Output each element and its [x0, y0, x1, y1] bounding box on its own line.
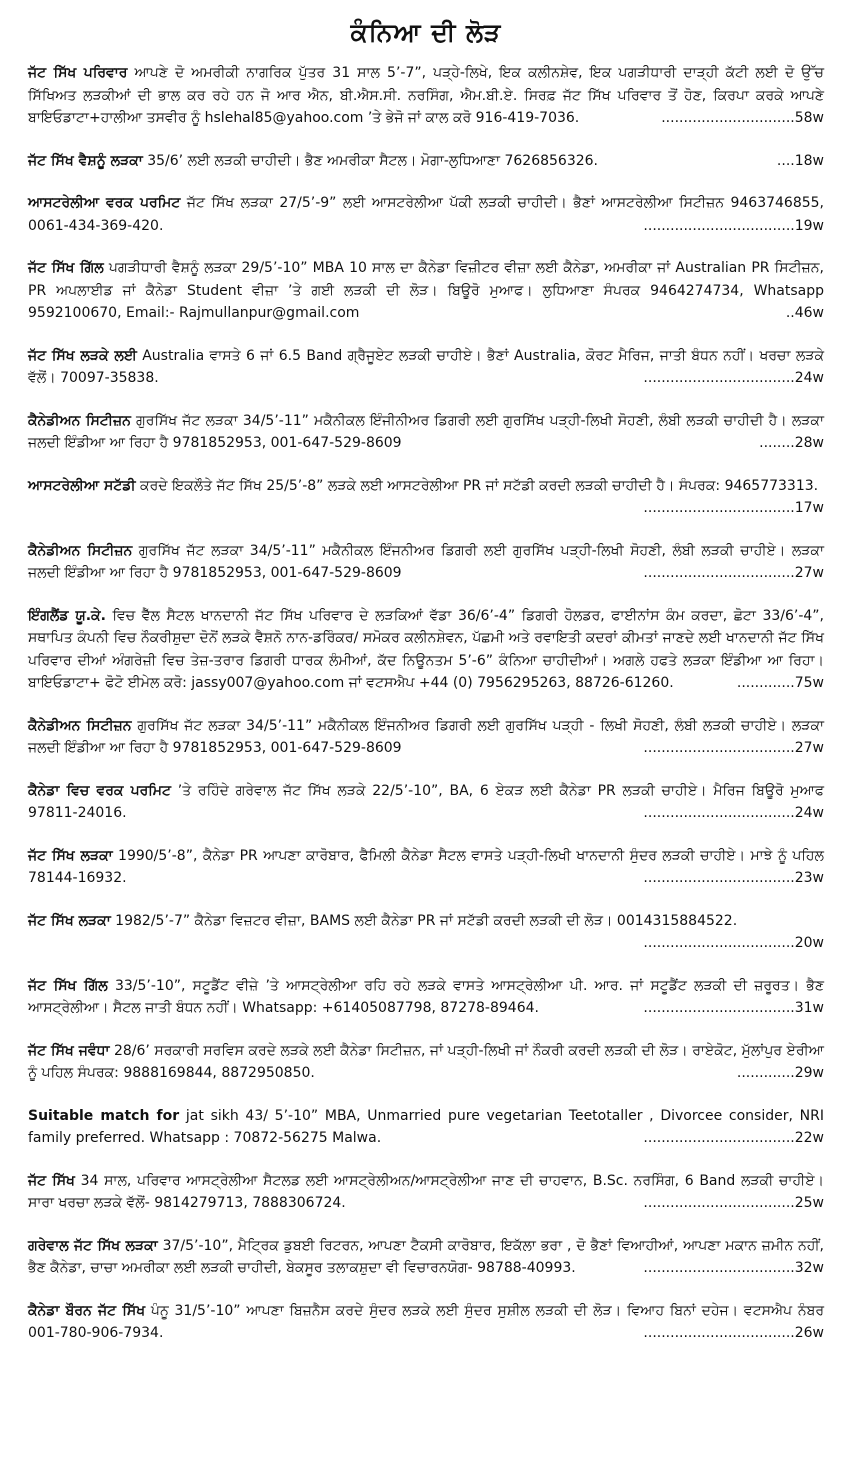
ad-heading: ਜੱਟ ਸਿੱਖ ਲੜਕਾ — [28, 912, 111, 929]
ad-heading: ਜੱਟ ਸਿੱਖ ਗਿੱਲ — [28, 260, 104, 276]
ad-body: Australia ਵਾਸਤੇ 6 ਜਾਂ 6.5 Band ਗ੍ਰੈਜੂਏਟ ਲੜਕੀ ਚਾਹੀਏ। ਭੈਣਾਂ Australia, ਕੋਰਟ ਮੈਰਿਜ, ਜਾਤੀ ਬੰਧਨ ਨਹੀਂ। ਖਰਚਾ ਲੜਕੇ ਵੱਲੋਂ। 70097-35838. — [28, 347, 825, 386]
ad-heading: ਜੱਟ ਸਿੱਖ ਵੈਸ਼ਨੂੰ ਲੜਕਾ — [28, 152, 143, 169]
ad-word-count: ..................................20w — [643, 935, 824, 951]
classified-ad — [28, 1040, 824, 1085]
ad-heading: ਜੱਟ ਸਿੱਖ ਲੜਕਾ — [28, 847, 113, 864]
classified-ad — [28, 257, 824, 325]
classified-ad — [28, 1170, 824, 1215]
ad-word-count: ....18w — [776, 152, 824, 169]
ad-word-count: ........28w — [759, 435, 824, 451]
ad-body: ਜੱਟ ਸਿੱਖ ਲੜਕਾ 27/5’-9” ਲਈ ਆਸਟਰੇਲੀਆ ਪੱਕੀ ਲੜਕੀ ਚਾਹੀਦੀ। ਭੈਣਾਂ ਆਸਟਰੇਲੀਆ ਸਿਟੀਜ਼ਨ 9463746855, 0061-434-369-420. — [28, 195, 824, 234]
ad-body: ਗੁਰਸਿੱਖ ਜੱਟ ਲੜਕਾ 34/5’-11” ਮਕੈਨੀਕਲ ਇੰਜਨੀਅਰ ਡਿਗਰੀ ਲਈ ਗੁਰਸਿੱਖ ਪੜ੍ਹੀ-ਲਿਖੀ ਸੋਹਣੀ, ਲੰਬੀ ਲੜਕੀ ਚਾਹੀਏ। ਲੜਕਾ ਜਲਦੀ ਇੰਡੀਆ ਆ ਰਿਹਾ ਹੈ 9781852953, 001-647-529-8609 — [28, 542, 824, 581]
ad-word-count: ..................................24w — [643, 805, 824, 821]
ad-heading: ਜੱਟ ਸਿੱਖ ਜਵੰਧਾ — [28, 1042, 110, 1059]
ad-word-count: ..................................27w — [643, 565, 824, 581]
ad-word-count: ..................................22w — [643, 1130, 824, 1146]
ad-body: 35/6’ ਲਈ ਲੜਕੀ ਚਾਹੀਦੀ। ਭੈਣ ਅਮਰੀਕਾ ਸੈਟਲ। ਮੋਗਾ-ਲੁਧਿਆਣਾ 7626856326. — [142, 152, 598, 169]
classified-ad — [28, 975, 824, 1020]
classified-ad — [28, 62, 824, 130]
classified-ad — [28, 605, 824, 695]
ad-word-count: ..................................17w — [643, 500, 824, 516]
ad-word-count: ..................................31w — [643, 1000, 824, 1016]
ad-body: 33/5’-10”, ਸਟੂਡੈਂਟ ਵੀਜ਼ੇ ’ਤੇ ਆਸਟ੍ਰੇਲੀਆ ਰਹਿ ਰਹੇ ਲੜਕੇ ਵਾਸਤੇ ਆਸਟ੍ਰੇਲੀਆ ਪੀ. ਆਰ. ਜਾਂ ਸਟੂਡੈਂਟ ਲੜਕੀ ਦੀ ਜ਼ਰੂਰਤ। ਭੈਣ ਆਸਟ੍ਰੇਲੀਆ। ਸੈਟਲ ਜਾਤੀ ਬੰਧਨ ਨਹੀਂ। Whatsapp: +61405087798, 87278-89464. — [28, 977, 825, 1016]
ad-body: ਕਰਦੇ ਇਕਲੌਤੇ ਜੱਟ ਸਿੱਖ 25/5’-8” ਲੜਕੇ ਲਈ ਆਸਟਰੇਲੀਆ PR ਜਾਂ ਸਟੱਡੀ ਕਰਦੀ ਲੜਕੀ ਚਾਹੀਦੀ ਹੈ। ਸੰਪਰਕ: 9465773313. — [135, 477, 819, 494]
classified-ad — [28, 410, 824, 455]
ad-heading: ਕੈਨੇਡੀਅਨ ਸਿਟੀਜ਼ਨ — [28, 717, 132, 734]
ad-heading: ਜੱਟ ਸਿੱਖ — [28, 1172, 75, 1189]
ad-body: ਪਗੜੀਧਾਰੀ ਵੈਸ਼ਨੂੰ ਲੜਕਾ 29/5’-10” MBA 10 ਸਾਲ ਦਾ ਕੈਨੇਡਾ ਵਿਜ਼ੀਟਰ ਵੀਜ਼ਾ ਲਈ ਕੈਨੇਡਾ, ਅਮਰੀਕਾ ਜਾਂ Australian PR ਸਿਟੀਜ਼ਨ, PR ਅਪਲਾਈਡ ਜਾਂ ਕੈਨੇਡਾ Student ਵੀਜ਼ਾ ’ਤੇ ਗਈ ਲੜਕੀ ਦੀ ਲੋੜ। ਬਿਊਰੋ ਮੁਆਫ। ਲੁਧਿਆਣਾ ਸੰਪਰਕ 9464274734, Whatsapp 9592100670, Email:- Rajmullanpur@gmail.com — [28, 260, 824, 321]
ads-list — [28, 62, 824, 1345]
ad-heading: ਕੈਨੇਡਾ ਬੌਰਨ ਜੱਟ ਸਿੱਖ — [28, 1302, 146, 1319]
ad-body: 1982/5’-7” ਕੈਨੇਡਾ ਵਿਜ਼ਟਰ ਵੀਜ਼ਾ, BAMS ਲਈ ਕੈਨੇਡਾ PR ਜਾਂ ਸਟੱਡੀ ਕਰਦੀ ਲੜਕੀ ਦੀ ਲੋੜ। 0014315884522. — [110, 912, 738, 929]
ad-word-count: ..................................23w — [643, 870, 824, 886]
ad-heading: ਜੱਟ ਸਿੱਖ ਗਿੱਲ — [28, 977, 108, 994]
classified-ad — [28, 1300, 824, 1345]
ad-word-count: .............29w — [736, 1065, 824, 1081]
classified-ad — [28, 1235, 824, 1280]
classified-ad — [28, 1105, 824, 1150]
ad-heading: ਜੱਟ ਸਿੱਖ ਲੜਕੇ ਲਈ — [28, 347, 137, 364]
ad-heading: ਕੈਨੇਡੀਅਨ ਸਿਟੀਜ਼ਨ — [28, 412, 131, 429]
ad-heading: ਇੰਗਲੈਂਡ ਯੂ.ਕੇ. — [28, 607, 106, 624]
ad-word-count: ..................................27w — [643, 740, 824, 756]
ad-word-count: ..................................25w — [643, 1195, 824, 1211]
ad-body: ਗੁਰਸਿੱਖ ਜੱਟ ਲੜਕਾ 34/5’-11” ਮਕੈਨੀਕਲ ਇੰਜੀਨੀਅਰ ਡਿਗਰੀ ਲਈ ਗੁਰਸਿੱਖ ਪੜ੍ਹੀ-ਲਿਖੀ ਸੋਹਣੀ, ਲੰਬੀ ਲੜਕੀ ਚਾਹੀਦੀ ਹੈ। ਲੜਕਾ ਜਲਦੀ ਇੰਡੀਆ ਆ ਰਿਹਾ ਹੈ 9781852953, 001-647-529-8609 — [28, 412, 824, 451]
ad-body: jat sikh 43/ 5’-10” MBA, Unmarried pure vegetarian Teetotaller , Divorcee consider, NRI family preferred. Whatsapp : 70872-56275 Malwa. — [28, 1107, 824, 1146]
ad-heading: ਕੈਨੇਡੀਅਨ ਸਿਟੀਜ਼ਨ — [28, 542, 133, 559]
ad-body: 34 ਸਾਲ, ਪਰਿਵਾਰ ਆਸਟ੍ਰੇਲੀਆ ਸੈਟਲਡ ਲਈ ਆਸਟ੍ਰੇਲੀਅਨ/ਆਸਟ੍ਰੇਲੀਆ ਜਾਣ ਦੀ ਚਾਹਵਾਨ, B.Sc. ਨਰਸਿੰਗ, 6 Band ਲੜਕੀ ਚਾਹੀਏ। ਸਾਰਾ ਖਰਚਾ ਲੜਕੇ ਵੱਲੋਂ- 9814279713, 7888306724. — [28, 1172, 824, 1211]
classified-ad — [28, 780, 824, 825]
classified-ad — [28, 845, 824, 890]
ad-heading: ਜੱਟ ਸਿੱਖ ਪਰਿਵਾਰ — [28, 65, 128, 81]
ad-word-count: .............75w — [736, 675, 824, 691]
classified-ad — [28, 345, 824, 390]
classified-ad — [28, 910, 824, 955]
ad-heading: ਕੈਨੇਡਾ ਵਿਚ ਵਰਕ ਪਰਮਿਟ — [28, 782, 171, 799]
ad-heading: ਗਰੇਵਾਲ ਜੱਟ ਸਿੱਖ ਲੜਕਾ — [28, 1237, 158, 1254]
ad-heading: ਆਸਟਰੇਲੀਆ ਵਰਕ ਪਰਮਿਟ — [28, 195, 181, 211]
classified-ad — [28, 150, 824, 173]
ad-body: ਵਿਚ ਵੈੱਲ ਸੈਟਲ ਖਾਨਦਾਨੀ ਜੱਟ ਸਿੱਖ ਪਰਿਵਾਰ ਦੇ ਲੜਕਿਆਂ ਵੱਡਾ 36/6’-4” ਡਿਗਰੀ ਹੋਲਡਰ, ਫਾਈਨਾਂਸ ਕੰਮ ਕਰਦਾ, ਛੋਟਾ 33/6’-4”, ਸਥਾਪਿਤ ਕੰਪਨੀ ਵਿਚ ਨੌਕਰੀਸ਼ੁਦਾ ਦੋਨੋਂ ਲੜਕੇ ਵੈਸ਼ਨੋ ਨਾਨ-ਡਰਿੰਕਰ/ ਸਮੋਕਰ ਕਲੀਨਸ਼ੇਵਨ, ਪੱਛਮੀ ਅਤੇ ਰਵਾਇਤੀ ਕਦਰਾਂ ਕੀਮਤਾਂ ਜਾਣਦੇ ਲਈ ਖਾਨਦਾਨੀ ਜੱਟ ਸਿੱਖ ਪਰਿਵਾਰ ਦੀਆਂ ਅੰਗਰੇਜ਼ੀ ਵਿਚ ਤੇਜ਼-ਤਰਾਰ ਡਿਗਰੀ ਧਾਰਕ ਲੰਮੀਆਂ, ਕੱਦ ਨਿਊਨਤਮ 5’-6” ਕੰਨਿਆ ਚਾਹੀਦੀਆਂ। ਅਗਲੇ ਹਫਤੇ ਲੜਕਾ ਇੰਡੀਆ ਆ ਰਿਹਾ। ਬਾਇਓਡਾਟਾ+ ਫੋਟੋ ਈਮੇਲ ਕਰੋ: jassy007@yahoo.com ਜਾਂ ਵਟਸਐਪ +44 (0) 7956295263, 88726-61260. — [28, 607, 824, 691]
ad-body: ਆਪਣੇ ਦੋ ਅਮਰੀਕੀ ਨਾਗਰਿਕ ਪੁੱਤਰ 31 ਸਾਲ 5’-7”, ਪੜ੍ਹੇ-ਲਿਖੇ, ਇਕ ਕਲੀਨਸ਼ੇਵ, ਇਕ ਪਗੜੀਧਾਰੀ ਦਾੜ੍ਹੀ ਕੱਟੀ ਲਈ ਦੋ ਉੱਚ ਸਿੱਖਿਅਤ ਲੜਕੀਆਂ ਦੀ ਭਾਲ ਕਰ ਰਹੇ ਹਨ ਜੋ ਆਰ ਐਨ, ਬੀ.ਐਸ.ਸੀ. ਨਰਸਿੰਗ, ਐਮ.ਬੀ.ਏ. ਸਿਰਫ਼ ਜੱਟ ਸਿੱਖ ਪਰਿਵਾਰ ਤੋਂ ਹੋਣ, ਕਿਰਪਾ ਕਰਕੇ ਆਪਣੇ ਬਾਇਓਡਾਟਾ+ਹਾਲੀਆ ਤਸਵੀਰ ਨੂੰ hslehal85@yahoo.com ’ਤੇ ਭੇਜੋ ਜਾਂ ਕਾਲ ਕਰੋ 916-419-7036. — [28, 65, 824, 126]
ad-word-count: ..46w — [785, 305, 824, 321]
ad-word-count: ..................................32w — [643, 1260, 824, 1276]
ad-body: ’ਤੇ ਰਹਿੰਦੇ ਗਰੇਵਾਲ ਜੱਟ ਸਿੱਖ ਲੜਕੇ 22/5’-10”, BA, 6 ਏਕੜ ਲਈ ਕੈਨੇਡਾ PR ਲੜਕੀ ਚਾਹੀਏ। ਮੈਰਿਜ ਬਿਊਰੋ ਮੁਆਫ 97811-24016. — [28, 782, 824, 821]
ad-heading: Suitable match for — [28, 1107, 180, 1124]
ad-word-count: ..................................26w — [643, 1325, 824, 1341]
ad-body: 37/5’-10”, ਮੈਟ੍ਰਿਕ ਡੁਬਈ ਰਿਟਰਨ, ਆਪਣਾ ਟੈਕਸੀ ਕਾਰੋਬਾਰ, ਇਕੱਲਾ ਭਰਾ , ਦੋ ਭੈਣਾਂ ਵਿਆਹੀਆਂ, ਆਪਣਾ ਮਕਾਨ ਜ਼ਮੀਨ ਨਹੀਂ, ਭੈਣ ਕੈਨੇਡਾ, ਚਾਚਾ ਅਮਰੀਕਾ ਲਈ ਲੜਕੀ ਚਾਹੀਦੀ, ਬੇਕਸੂਰ ਤਲਾਕਸ਼ੁਦਾ ਵੀ ਵਿਚਾਰਨਯੋਗ- 98788-40993. — [28, 1237, 825, 1276]
page-title: ਕੰਨਿਆ ਦੀ ਲੋੜ — [350, 18, 502, 47]
ad-body: ਪੰਨੂ 31/5’-10” ਆਪਣਾ ਬਿਜ਼ਨੈਸ ਕਰਦੇ ਸੁੰਦਰ ਲੜਕੇ ਲਈ ਸੁੰਦਰ ਸੁਸ਼ੀਲ ਲੜਕੀ ਦੀ ਲੋੜ। ਵਿਆਹ ਬਿਨਾਂ ਦਹੇਜ। ਵਟਸਐਪ ਨੰਬਰ 001-780-906-7934. — [28, 1302, 824, 1341]
ad-body: 1990/5’-8”, ਕੈਨੇਡਾ PR ਆਪਣਾ ਕਾਰੋਬਾਰ, ਫੈਮਿਲੀ ਕੈਨੇਡਾ ਸੈਟਲ ਵਾਸਤੇ ਪੜ੍ਹੀ-ਲਿਖੀ ਖਾਨਦਾਨੀ ਸੁੰਦਰ ਲੜਕੀ ਚਾਹੀਏ। ਮਾਝੇ ਨੂੰ ਪਹਿਲ 78144-16932. — [28, 847, 824, 886]
classified-ad — [28, 715, 824, 760]
classified-ad — [28, 475, 824, 520]
ad-heading: ਆਸਟਰੇਲੀਆ ਸਟੱਡੀ — [28, 477, 136, 494]
classified-ad — [28, 192, 824, 237]
ad-word-count: ..................................24w — [643, 370, 824, 386]
classified-ad — [28, 540, 824, 585]
ad-body: 28/6’ ਸਰਕਾਰੀ ਸਰਵਿਸ ਕਰਦੇ ਲੜਕੇ ਲਈ ਕੈਨੇਡਾ ਸਿਟੀਜ਼ਨ, ਜਾਂ ਪੜ੍ਹੀ-ਲਿਖੀ ਜਾਂ ਨੌਕਰੀ ਕਰਦੀ ਲੜਕੀ ਦੀ ਲੋੜ। ਰਾਏਕੋਟ, ਮੁੱਲਾਂਪੁਰ ਏਰੀਆ ਨੂੰ ਪਹਿਲ ਸੰਪਰਕ: 9888169844, 8872950850. — [28, 1042, 824, 1081]
ad-word-count: ..................................19w — [643, 217, 824, 234]
ad-word-count: ..............................58w — [661, 110, 824, 126]
ad-body: ਗੁਰਸਿੱਖ ਜੱਟ ਲੜਕਾ 34/5’-11” ਮਕੈਨੀਕਲ ਇੰਜਨੀਅਰ ਡਿਗਰੀ ਲਈ ਗੁਰਸਿੱਖ ਪੜ੍ਹੀ - ਲਿਖੀ ਸੋਹਣੀ, ਲੰਬੀ ਲੜਕੀ ਚਾਹੀਏ। ਲੜਕਾ ਜਲਦੀ ਇੰਡੀਆ ਆ ਰਿਹਾ ਹੈ 9781852953, 001-647-529-8609 — [28, 717, 824, 756]
